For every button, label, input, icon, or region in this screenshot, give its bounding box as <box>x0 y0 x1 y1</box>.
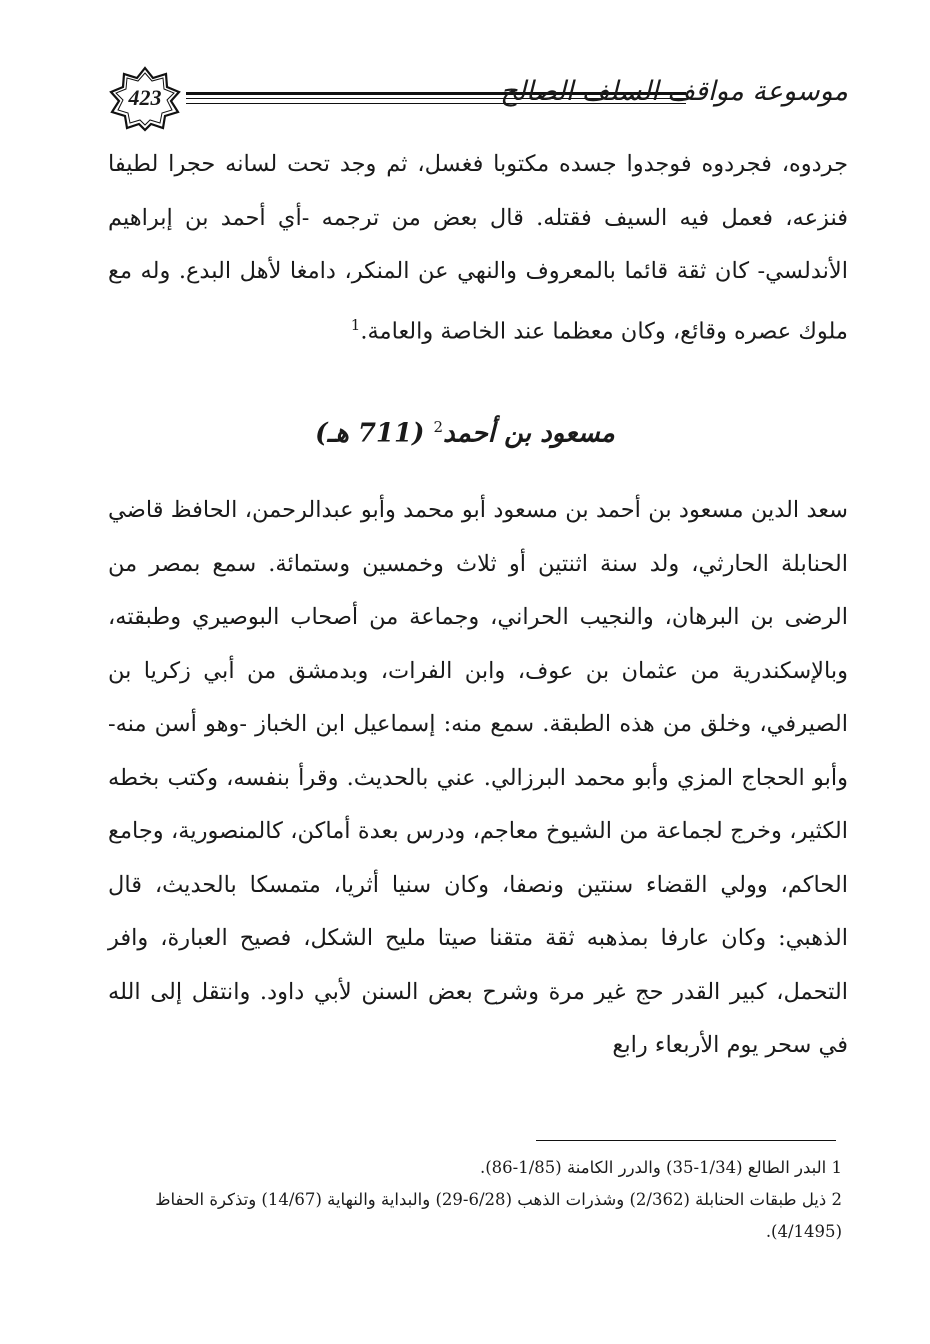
footnotes <box>102 1152 842 1248</box>
footnote-1: 1 البدر الطالع (1/34-35) والدرر الكامنة (1/85-86). <box>479 1158 842 1177</box>
footnote-ref-1: 1 <box>350 315 361 334</box>
paragraph-continuation <box>108 138 848 359</box>
page-number-badge <box>108 66 182 132</box>
heading-date: (711 هـ) <box>315 418 425 449</box>
page-number: 423 <box>128 85 162 110</box>
footnote-ref-2: 2 <box>433 418 444 436</box>
series-title: موسوعة مواقف السلف الصالح <box>500 76 848 107</box>
heading-name: مسعود بن أحمد <box>443 418 615 449</box>
biography-paragraph: سعد الدين مسعود بن أحمد بن مسعود أبو محمد وأبو عبدالرحمن، الحافظ قاضي الحنابلة الحارثي، ولد سنة اثنتين أو ثلاث وخمسين وستمائة. سمع بمصر من الرضى بن البرهان، والنجيب الحراني، وجماعة من أصحاب البوصيري وطبقته، وبالإسكندرية من عثمان بن عوف، وابن الفرات، وبدمشق من أبي زكريا بن الصيرفي، وخلق من هذه الطبقة. سمع منه: إسماعيل ابن الخباز -وهو أسن منه- وأبو الحجاج المزي وأبو محمد البرزالي. عني بالحديث. وقرأ بنفسه، وكتب بخطه الكثير، وخرج لجماعة من الشيوخ معاجم، ودرس بعدة أماكن، كالمنصورية، وجامع الحاكم، وولي القضاء سنتين ونصفا، وكان سنيا أثريا، متمسكا بالحديث، قال الذهبي: وكان عارفا بمذهبه ثقة متقنا صيتا مليح الشكل، فصيح العبارة، وافر التحمل، كبير القدر حج غير مرة وشرح بعض السنن لأبي داود. وانتقل إلى الله في سحر يوم الأربعاء رابع <box>108 497 848 1058</box>
page-header <box>108 62 848 136</box>
section-heading <box>0 418 930 449</box>
footnote-separator <box>536 1140 836 1141</box>
paragraph-text: جردوه، فجردوه فوجدوا جسده مكتوبا فغسل، ثم وجد تحت لسانه حجرا لطيفا فنزعه، فعمل فيه السيف فقتله. قال بعض من ترجمه -أي أحمد بن إبراهيم الأندلسي- كان ثقة قائما بالمعروف والنهي عن المنكر، دامغا لأهل البدع. وله مع ملوك عصره وقائع، وكان معظما عند الخاصة والعامة. <box>108 151 848 344</box>
footnote-2: 2 ذيل طبقات الحنابلة (2/362) وشذرات الذهب (6/28-29) والبداية والنهاية (14/67) وتذكرة الحفاظ (4/1495). <box>155 1190 842 1241</box>
